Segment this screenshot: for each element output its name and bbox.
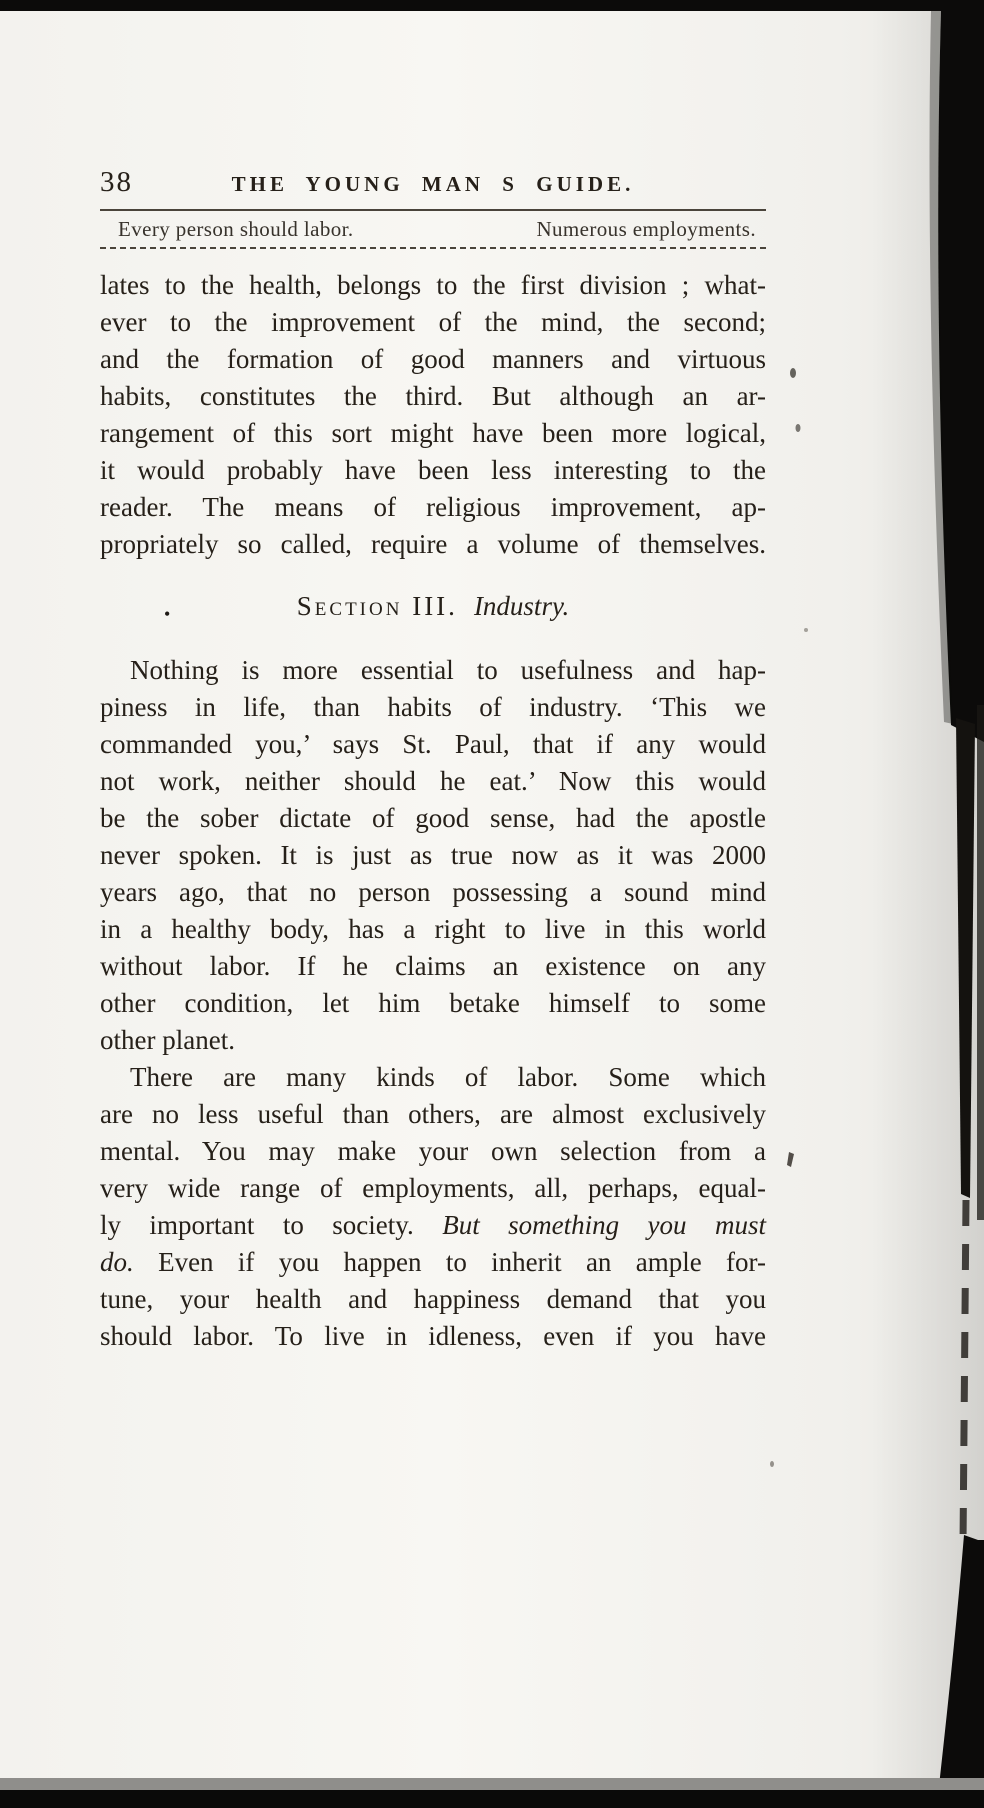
text-line: in a healthy body, has a right to live in this world	[100, 914, 766, 944]
text-line: commanded you,’ says St. Paul, that if any would	[100, 729, 766, 759]
text-line: are no less useful than others, are almost exclusively	[100, 1099, 766, 1129]
text-line: lates to the health, belongs to the first division ; what-	[100, 270, 766, 300]
text-line: other planet.	[100, 1025, 235, 1055]
right-edge-line	[977, 705, 984, 1220]
page-header	[100, 166, 766, 202]
text-line: ever to the improvement of the mind, the second;	[100, 307, 766, 337]
text-line: years ago, that no person possessing a sound mind	[100, 877, 766, 907]
bottom-gray-strip	[0, 1778, 984, 1790]
caption-rule	[100, 247, 766, 249]
text-line: habits, constitutes the third. But although an ar-	[100, 381, 766, 411]
text-line: reader. The means of religious improvement, ap-	[100, 492, 766, 522]
ink-speck	[790, 368, 796, 378]
text-line: do. Even if you happen to inherit an ample for-	[100, 1247, 766, 1277]
right-scan-band-bottom	[938, 1535, 984, 1795]
text-line: Nothing is more essential to usefulness and hap-	[130, 655, 766, 685]
text-line: piness in life, than habits of industry. ‘This we	[100, 692, 766, 722]
right-scan-band-soft	[930, 11, 953, 724]
text-line: be the sober dictate of good sense, had the apostle	[100, 803, 766, 833]
text-line: tune, your health and happiness demand that you	[100, 1284, 766, 1314]
text-line: it would probably have been less interesting to the	[100, 455, 766, 485]
ink-speck	[770, 1461, 774, 1467]
ink-speck	[804, 628, 808, 632]
paragraph-1	[100, 267, 766, 563]
right-scan-streak-low	[963, 1200, 966, 1545]
paragraph-3	[100, 1059, 766, 1355]
text-line: other condition, let him betake himself to some	[100, 988, 766, 1018]
text-line: and the formation of good manners and virtuous	[100, 344, 766, 374]
running-captions	[100, 211, 766, 247]
text-line: without labor. If he claims an existence on any	[100, 951, 766, 981]
text-line: should labor. To live in idleness, even if you have	[100, 1321, 766, 1351]
text-line: propriately so called, require a volume of themselves.	[100, 529, 766, 559]
text-line: very wide range of employments, all, perhaps, equal-	[100, 1173, 766, 1203]
section-heading	[100, 591, 766, 622]
caption-right: Numerous employments.	[536, 217, 756, 241]
edge-shadow	[870, 0, 984, 1808]
text-line: never spoken. It is just as true now as it was 2000	[100, 840, 766, 870]
caption-left: Every person should labor.	[118, 217, 354, 241]
right-scan-band-top	[938, 11, 984, 742]
bottom-scan-bar	[0, 1790, 984, 1808]
ink-speck	[787, 1152, 794, 1167]
section-title: Industry.	[473, 591, 570, 621]
text-line: rangement of this sort might have been more logical,	[100, 418, 766, 448]
text-line: mental. You may make your own selection from a	[100, 1136, 766, 1166]
page-content	[100, 166, 766, 1355]
page-number: 38	[100, 166, 133, 198]
paragraph-2	[100, 652, 766, 1059]
ink-speck	[796, 424, 801, 432]
text-line: There are many kinds of labor. Some which	[130, 1062, 766, 1092]
top-scan-bar	[0, 0, 984, 11]
ink-dot: •	[164, 604, 171, 624]
running-title: THE YOUNG MAN S GUIDE.	[231, 172, 635, 196]
text-line: not work, neither should he eat.’ Now this would	[100, 766, 766, 796]
right-scan-streak-mid	[956, 718, 975, 1198]
text-line: ly important to society. But something you must	[100, 1210, 766, 1240]
section-label: Section III.	[296, 591, 458, 621]
